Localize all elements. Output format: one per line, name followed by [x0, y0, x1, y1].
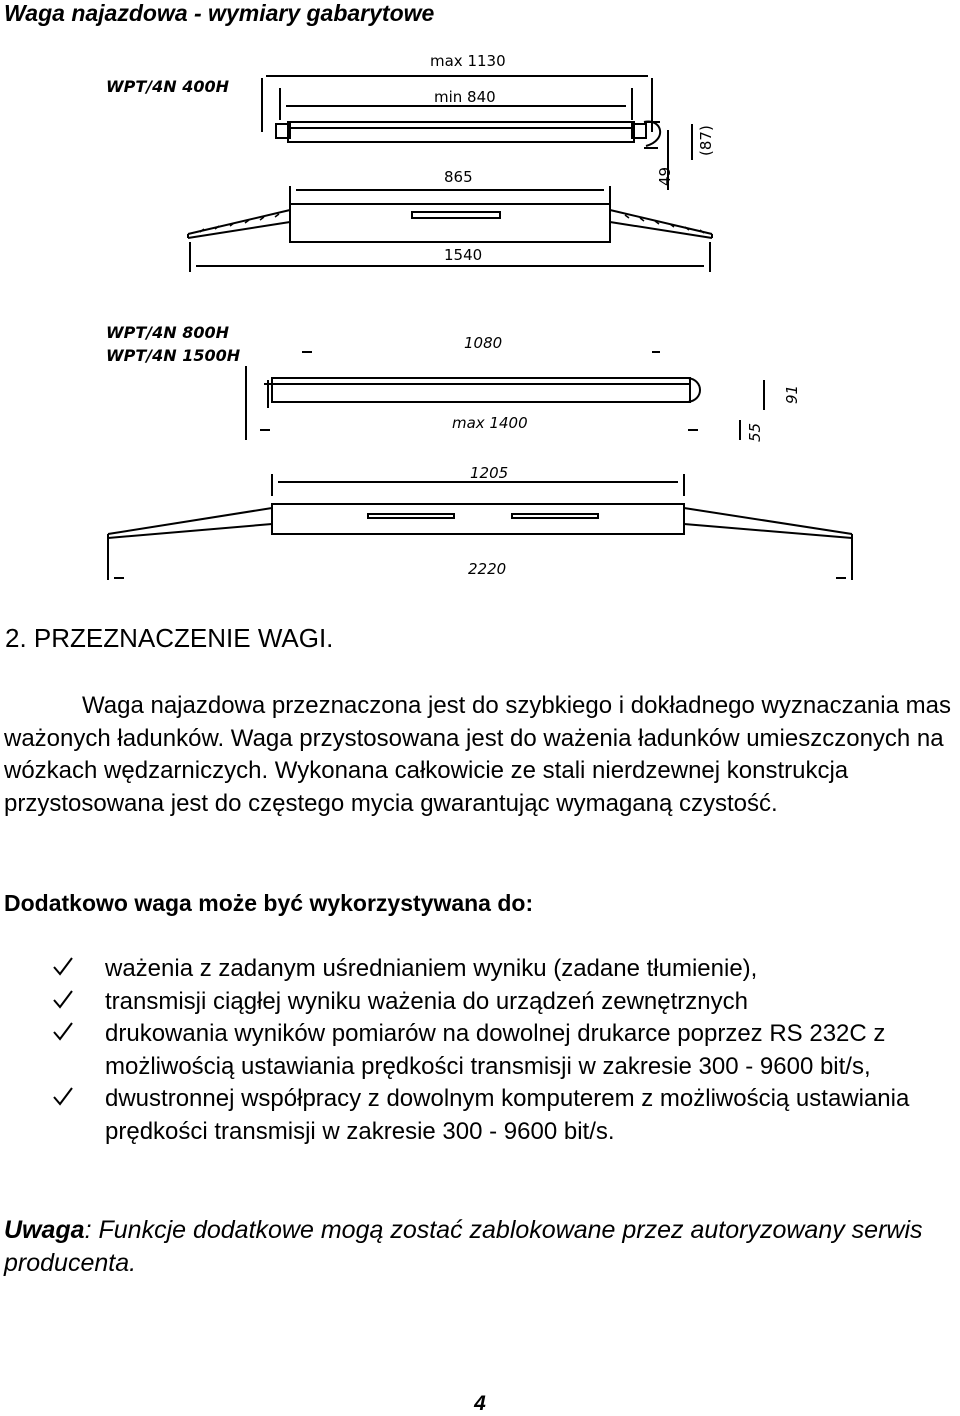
checkmark-icon — [52, 988, 74, 1010]
feature-list — [0, 953, 960, 1148]
model2-label-line2: WPT/4N 1500H — [106, 346, 241, 365]
note — [4, 1214, 959, 1280]
list-item — [0, 1018, 960, 1083]
model2-label-line1: WPT/4N 800H — [106, 323, 230, 342]
dim-91: 91 — [783, 384, 801, 404]
list-item-text: drukowania wyników pomiarów na dowolnej drukarce poprzez RS 232C z możliwością ustawiania prędkości transmisji w zakresie 300 - 9600 bit/s, — [105, 1020, 886, 1080]
note-label: Uwaga — [4, 1216, 85, 1244]
description-text: Waga najazdowa przeznaczona jest do szybkiego i dokładnego wyznaczania mas ważonych ładunków. Waga przystosowana jest do ważenia ładunków umieszczonych na wózkach wędzarniczych. Wykonana całkowicie ze stali nierdzewnej konstrukcja przystosowana jest do częstego mycia gwarantując wymaganą czystość. — [4, 692, 951, 817]
dim-2220: 2220 — [468, 560, 507, 578]
additional-uses-heading: Dodatkowo waga może być wykorzystywana do: — [4, 890, 534, 916]
list-item-text: ważenia z zadanym uśrednianiem wyniku (zadane tłumienie), — [105, 955, 758, 982]
dim-max-1400: max 1400 — [452, 414, 528, 432]
checkmark-icon — [52, 1020, 74, 1042]
page-header: Waga najazdowa - wymiary gabarytowe — [4, 0, 435, 26]
list-item — [0, 1083, 960, 1148]
dim-87: (87) — [697, 125, 715, 156]
dim-55: 55 — [746, 422, 764, 442]
note-text: : Funkcje dodatkowe mogą zostać zablokowane przez autoryzowany serwis producenta. — [4, 1216, 923, 1277]
dim-max-1130: max 1130 — [430, 52, 506, 70]
list-item — [0, 953, 960, 986]
dim-min-840: min 840 — [434, 88, 496, 106]
checkmark-icon — [52, 955, 74, 977]
model1-label: WPT/4N 400H — [106, 77, 230, 96]
list-item-text: dwustronnej współpracy z dowolnym komputerem z możliwością ustawiania prędkości transmisji w zakresie 300 - 9600 bit/s. — [105, 1085, 910, 1145]
dim-1080: 1080 — [464, 334, 503, 352]
technical-drawing — [0, 40, 960, 585]
list-item — [0, 986, 960, 1019]
section-title: 2. PRZEZNACZENIE WAGI. — [5, 623, 334, 653]
dim-865: 865 — [444, 168, 473, 186]
dim-1540: 1540 — [444, 246, 483, 264]
dim-1205: 1205 — [470, 464, 509, 482]
checkmark-icon — [52, 1085, 74, 1107]
description-paragraph — [4, 690, 954, 820]
list-item-text: transmisji ciągłej wyniku ważenia do urządzeń zewnętrznych — [105, 987, 748, 1015]
page-number: 4 — [474, 1392, 486, 1415]
dim-49: 49 — [656, 166, 674, 186]
